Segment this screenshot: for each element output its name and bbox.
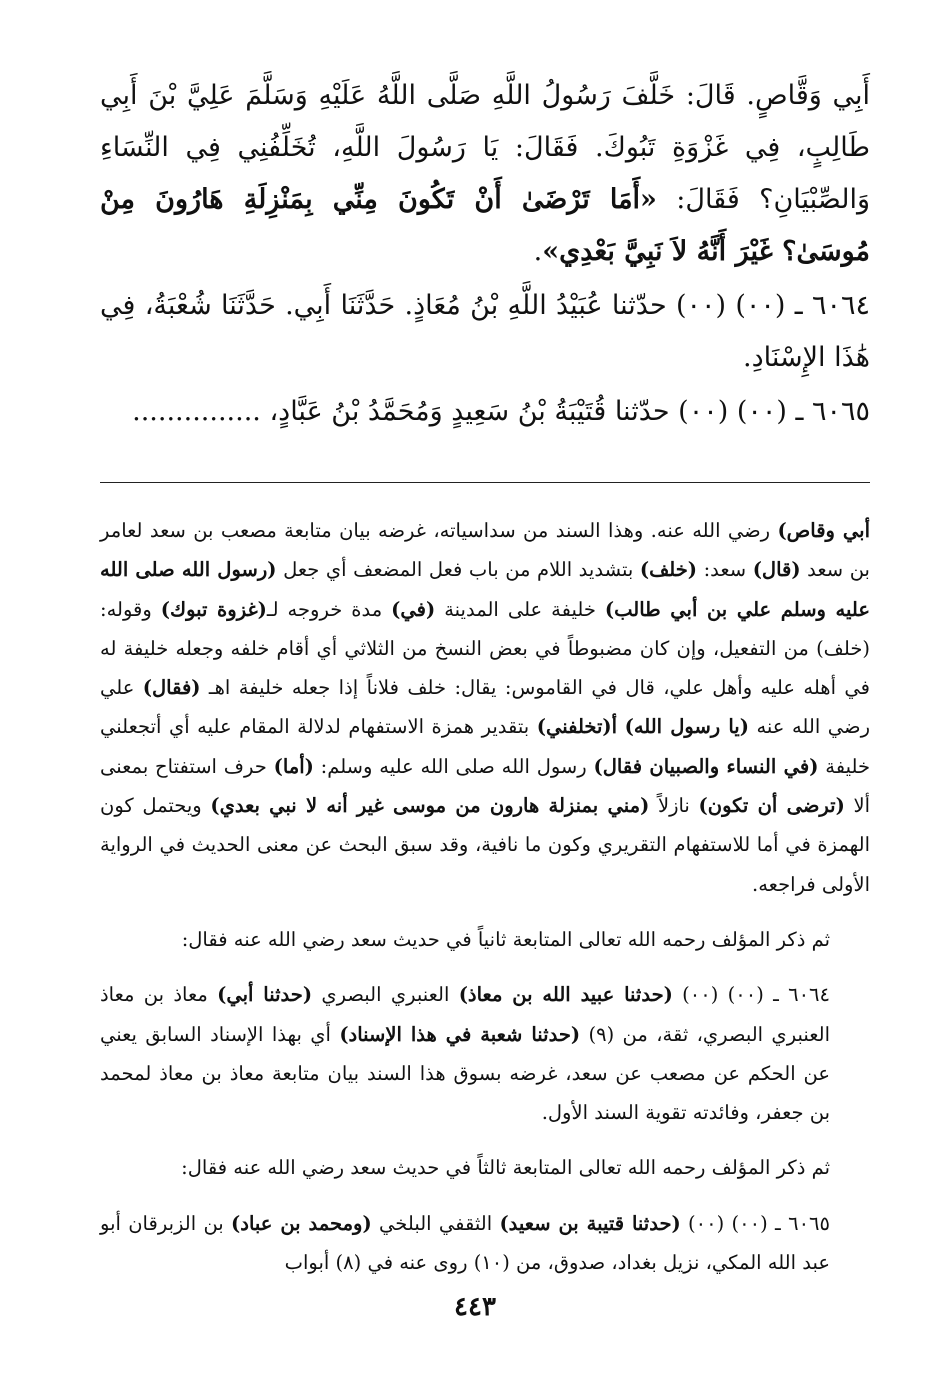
commentary-quoted-term: (ترضى أن تكون) (698, 794, 845, 818)
commentary-span (617, 715, 625, 738)
commentary-paragraph-4: ثم ذكر المؤلف رحمه الله تعالى المتابعة ثالثاً في حديث سعد رضي الله عنه فقال: (181, 1156, 830, 1180)
commentary-quoted-term: أبي وقاص) (777, 519, 870, 542)
commentary-quoted-term: (في النساء والصبيان فقال) (593, 754, 819, 778)
hadith-prophet-saying: «أَمَا تَرْضَىٰ أَنْ تَكُونَ مِنِّي بِمَنْزِلَةِ هَارُونَ مِنْ مُوسَىٰ؟ غَيْرَ أَنَّهُ لاَ نَبِيَّ بَعْدِي» (100, 184, 870, 267)
commentary-span: علي رضي الله عنه (100, 676, 870, 739)
commentary-span: حرف استفتاح بمعنى ألا (100, 754, 871, 818)
hadith-narration: أَبِي وَقَّاصٍ. قَالَ: خَلَّفَ رَسُولُ اللَّهِ صَلَّى اللَّهُ عَلَيْهِ وَسَلَّمَ عَلِيَّ بْنَ أَبِي طَالِبٍ، فِي غَزْوَةِ تَبُوكَ. فَقَالَ: يَا رَسُولَ اللَّهِ، تُخَلِّفُنِي فِي النِّسَاءِ وَالصِّبْيَانِ؟ فَقَالَ: (100, 80, 870, 215)
hadith-chain-6065-text: ٦٠٦٥ ـ (٠٠) (٠٠) حدّثنا قُتَيْبَةُ بْنُ سَعِيدٍ وَمُحَمَّدُ بْنُ عَبَّادٍ، (260, 396, 870, 427)
commentary-span: مدة خروجه لـ (266, 597, 392, 621)
hadith-end-mark: . (533, 236, 543, 267)
commentary-span: نازلاً (649, 794, 699, 818)
continuation-dots: ............... (132, 396, 261, 427)
commentary-span: معاذ بن معاذ العنبري البصري، ثقة، من (٩) (100, 983, 830, 1046)
commentary-text (100, 511, 870, 1282)
commentary-span: ٦٠٦٤ ـ (٠٠) (٠٠) (672, 983, 830, 1007)
commentary-quoted-term: (حدثنا أبي) (217, 983, 313, 1007)
commentary-span: سعد: (697, 558, 753, 582)
commentary-paragraph-2: ثم ذكر المؤلف رحمه الله تعالى المتابعة ثانياً في حديث سعد رضي الله عنه فقال: (181, 927, 830, 951)
commentary-quoted-term: (مني بمنزلة هارون من موسى غير أنه لا نبي بعدي) (210, 794, 650, 818)
commentary-quoted-term: (قال) (752, 558, 801, 582)
commentary-span: بتقدير همزة الاستفهام لدلالة المقام عليه أي أتجعلني خليفة (100, 715, 871, 778)
commentary-quoted-term: (فقال) (142, 676, 201, 700)
commentary-span: بن الزبرقان أبو عبد الله المكي، نزيل بغداد، صدوق، من (١٠) روى عنه في (٨) أبواب (100, 1211, 830, 1275)
commentary-quoted-term: (يا رسول الله) (624, 715, 749, 739)
hadith-text (100, 70, 870, 438)
commentary-quoted-term: (غزوة تبوك) (160, 597, 267, 621)
hadith-paragraph (100, 70, 870, 278)
commentary-quoted-term: (في) (391, 597, 436, 621)
commentary-span: أي بهذا الإسناد السابق يعني عن الحكم عن مصعب عن سعد، غرضه بسوق هذا السند بيان متابعة معاذ بن معاذ لمحمد بن جعفر، وفائدته تقوية السند الأول. (100, 1022, 830, 1125)
commentary-quoted-term: (خلف) (639, 558, 698, 582)
page-number: ٤٤٣ (454, 1292, 496, 1322)
book-page (100, 70, 870, 1282)
commentary-span: ٦٠٦٥ ـ (٠٠) (٠٠) (680, 1211, 830, 1235)
commentary-quoted-term: أ(تخلفني) (536, 715, 618, 739)
hadith-chain-6064: ٦٠٦٤ ـ (٠٠) (٠٠) حدّثنا عُبَيْدُ اللَّهِ بْنُ مُعَاذٍ. حَدَّثَنَا أَبِي. حَدَّثَنَا شُعْبَةُ، فِي هَٰذَا الإِسْنَادِ. (100, 290, 871, 373)
commentary-span: العنبري البصري (312, 983, 459, 1007)
commentary-paragraph-5 (100, 1204, 870, 1283)
commentary-quoted-term: (حدثنا شعبة في هذا الإسناد) (339, 1022, 581, 1046)
commentary-span: خليفة على المدينة (435, 597, 605, 621)
commentary-paragraph-1 (100, 511, 870, 904)
commentary-quoted-term: (حدثنا قتيبة بن سعيد) (499, 1211, 681, 1235)
commentary-quoted-term: (أما) (273, 754, 314, 778)
commentary-span: رسول الله صلى الله عليه وسلم: (313, 754, 594, 778)
commentary-span: الثقفي البلخي (371, 1211, 500, 1235)
commentary-span: ويحتمل كون الهمزة في أما للاستفهام التقريري وكون ما نافية، وقد سبق البحث عن معنى الحديث في الرواية الأولى فراجعه. (100, 794, 870, 896)
commentary-quoted-term: (ومحمد بن عباد) (231, 1211, 372, 1235)
hadith-chain-6065 (100, 386, 870, 438)
commentary-span: وقوله: (خلف) من التفعيل، وإن كان مضبوطاً في بعض النسخ من الثلاثي أي أقام خلفه وجعله خليفة له في أهله عليه وأهل علي، قال في القاموس: يقال: خلف فلاناً إذا جعله خليفة اهـ (100, 597, 870, 700)
commentary-span: رضي الله عنه. وهذا السند من سداسياته، غرضه بيان متابعة مصعب بن سعد لعامر بن سعد (100, 519, 870, 582)
footnote-divider (100, 482, 870, 483)
commentary-paragraph-3 (100, 975, 870, 1132)
commentary-quoted-term: (حدثنا عبيد الله بن معاذ) (458, 983, 673, 1007)
commentary-span: بتشديد اللام من باب فعل المضعف أي جعل (276, 558, 640, 582)
commentary-quoted-term: (رسول الله صلى الله عليه وسلم علي بن أبي طالب) (100, 558, 870, 621)
